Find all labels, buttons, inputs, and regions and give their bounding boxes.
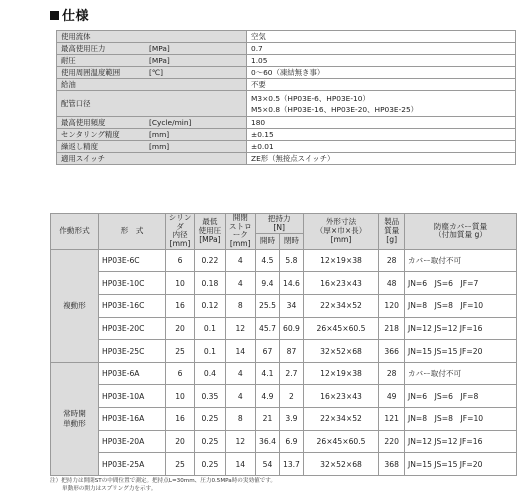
footnote-1: 注）把持力は開閉STの中間位置で測定。把持点L=30mm、圧力0.5MPa時の実効値です。 — [50, 478, 277, 484]
cell-mass: 121 — [379, 408, 405, 431]
cell-dims: 16×23×43 — [303, 385, 379, 408]
cell-pressure: 0.25 — [194, 430, 225, 453]
cell-model: HP03E-20C — [98, 317, 165, 340]
spec-row — [57, 43, 516, 55]
cell-bore: 16 — [166, 408, 195, 431]
header-dims: 外形寸法 （厚×巾×長） [mm] — [303, 214, 379, 250]
spec-name: センタリング精度 — [61, 130, 120, 139]
cell-pressure: 0.4 — [194, 362, 225, 385]
cell-force-close: 2.7 — [280, 362, 303, 385]
spec-unit: [mm] — [149, 130, 170, 139]
spec-value-line: ZE形（無接点スイッチ） — [251, 154, 335, 163]
cell-stroke: 4 — [225, 362, 255, 385]
cell-dims: 12×19×38 — [303, 249, 379, 272]
cell-dims: 12×19×38 — [303, 362, 379, 385]
table-row — [51, 272, 517, 295]
header-model: 形 式 — [98, 214, 165, 250]
cell-force-open: 67 — [255, 340, 280, 363]
header-force: 把持力 [N] — [255, 214, 303, 234]
spec-name: 最高使用頻度 — [61, 118, 106, 127]
cell-cover: JN=15 JS=15 JF=20 — [404, 340, 516, 363]
header-cover: 防塵カバー質量 （付加質量 g） — [404, 214, 516, 250]
spec-value — [247, 117, 516, 129]
spec-value — [247, 141, 516, 153]
operation-type: 常時開 単動形 — [51, 362, 99, 475]
cell-dims: 26×45×60.5 — [303, 430, 379, 453]
table-row — [51, 317, 517, 340]
spec-value — [247, 91, 516, 117]
spec-row — [57, 55, 516, 67]
cell-pressure: 0.35 — [194, 385, 225, 408]
cell-stroke: 14 — [225, 453, 255, 476]
spec-unit: [MPa] — [149, 56, 170, 65]
cell-force-close: 3.9 — [280, 408, 303, 431]
spec-name: 使用流体 — [61, 32, 91, 41]
header-force-close: 閉時 — [280, 234, 303, 249]
spec-unit: [mm] — [149, 142, 170, 151]
spec-value — [247, 129, 516, 141]
spec-value — [247, 79, 516, 91]
spec-value-line: 180 — [251, 118, 266, 127]
model-table — [50, 213, 517, 476]
cell-dims: 22×34×52 — [303, 295, 379, 318]
table-row — [51, 430, 517, 453]
table-row — [51, 408, 517, 431]
spec-label — [57, 55, 247, 67]
spec-value — [247, 55, 516, 67]
cell-bore: 10 — [166, 272, 195, 295]
spec-label — [57, 67, 247, 79]
cell-bore: 16 — [166, 295, 195, 318]
cell-cover: JN=8 JS=8 JF=10 — [404, 295, 516, 318]
cell-force-open: 4.9 — [255, 385, 280, 408]
spec-row — [57, 67, 516, 79]
cell-stroke: 12 — [225, 317, 255, 340]
header-stroke: 開閉 ストローク [mm] — [225, 214, 255, 250]
spec-value-line: M3×0.5（HP03E-6、HP03E-10） — [251, 93, 370, 103]
cell-bore: 20 — [166, 430, 195, 453]
spec-label — [57, 129, 247, 141]
cell-force-open: 9.4 — [255, 272, 280, 295]
spec-label — [57, 43, 247, 55]
cell-bore: 6 — [166, 249, 195, 272]
cell-dims: 26×45×60.5 — [303, 317, 379, 340]
square-bullet-icon — [50, 11, 59, 20]
cell-bore: 25 — [166, 340, 195, 363]
cell-dims: 32×52×68 — [303, 340, 379, 363]
cell-force-close: 87 — [280, 340, 303, 363]
cell-model: HP03E-25C — [98, 340, 165, 363]
spec-label — [57, 153, 247, 165]
cell-force-close: 14.6 — [280, 272, 303, 295]
cell-force-open: 25.5 — [255, 295, 280, 318]
spec-name: 耐圧 — [61, 56, 76, 65]
cell-pressure: 0.18 — [194, 272, 225, 295]
spec-row — [57, 91, 516, 117]
cell-model: HP03E-16A — [98, 408, 165, 431]
header-force-open: 開時 — [255, 234, 280, 249]
cell-dims: 32×52×68 — [303, 453, 379, 476]
cell-cover: JN=12 JS=12 JF=16 — [404, 317, 516, 340]
cell-mass: 49 — [379, 385, 405, 408]
spec-row — [57, 31, 516, 43]
cell-model: HP03E-6C — [98, 249, 165, 272]
cell-stroke: 14 — [225, 340, 255, 363]
spec-name: 給油 — [61, 80, 76, 89]
table-row — [51, 362, 517, 385]
cell-mass: 220 — [379, 430, 405, 453]
table-row — [51, 453, 517, 476]
cell-cover: JN=12 JS=12 JF=16 — [404, 430, 516, 453]
cell-mass: 28 — [379, 249, 405, 272]
spec-value — [247, 43, 516, 55]
cell-cover: JN=6 JS=6 JF=7 — [404, 272, 516, 295]
page-title: 仕様 — [50, 5, 89, 24]
cell-pressure: 0.1 — [194, 340, 225, 363]
spec-value — [247, 31, 516, 43]
cell-pressure: 0.12 — [194, 295, 225, 318]
cell-force-open: 21 — [255, 408, 280, 431]
cell-model: HP03E-6A — [98, 362, 165, 385]
cell-force-open: 45.7 — [255, 317, 280, 340]
spec-label — [57, 91, 247, 117]
cell-cover: カバー取付不可 — [404, 362, 516, 385]
spec-name: 繰返し精度 — [61, 142, 98, 151]
spec-label — [57, 31, 247, 43]
table-row — [51, 295, 517, 318]
spec-unit: [MPa] — [149, 44, 170, 53]
cell-force-open: 4.5 — [255, 249, 280, 272]
spec-row — [57, 153, 516, 165]
cell-force-close: 6.9 — [280, 430, 303, 453]
cell-force-close: 5.8 — [280, 249, 303, 272]
cell-pressure: 0.1 — [194, 317, 225, 340]
spec-row — [57, 141, 516, 153]
cell-bore: 25 — [166, 453, 195, 476]
footnote-2: 単動形の開力はスプリング力を示す。 — [62, 486, 157, 492]
cell-stroke: 8 — [225, 408, 255, 431]
table-row — [51, 385, 517, 408]
cell-cover: JN=8 JS=8 JF=10 — [404, 408, 516, 431]
operation-type: 複動形 — [51, 249, 99, 362]
spec-value — [247, 67, 516, 79]
cell-bore: 6 — [166, 362, 195, 385]
cell-pressure: 0.25 — [194, 408, 225, 431]
cell-cover: JN=15 JS=15 JF=20 — [404, 453, 516, 476]
spec-name: 配管口径 — [61, 99, 91, 108]
spec-row — [57, 129, 516, 141]
spec-value — [247, 153, 516, 165]
spec-value-line: ±0.01 — [251, 142, 274, 151]
spec-row — [57, 117, 516, 129]
spec-row — [57, 79, 516, 91]
cell-model: HP03E-16C — [98, 295, 165, 318]
spec-value-line: 不要 — [251, 80, 266, 89]
header-type: 作動形式 — [51, 214, 99, 250]
cell-stroke: 4 — [225, 249, 255, 272]
cell-dims: 16×23×43 — [303, 272, 379, 295]
cell-model: HP03E-25A — [98, 453, 165, 476]
spec-label — [57, 79, 247, 91]
cell-force-close: 2 — [280, 385, 303, 408]
cell-mass: 28 — [379, 362, 405, 385]
header-bore: シリンダ 内径 [mm] — [166, 214, 195, 250]
spec-name: 最高使用圧力 — [61, 44, 106, 53]
cell-mass: 366 — [379, 340, 405, 363]
cell-mass: 120 — [379, 295, 405, 318]
cell-model: HP03E-10C — [98, 272, 165, 295]
cell-stroke: 4 — [225, 385, 255, 408]
cell-model: HP03E-10A — [98, 385, 165, 408]
spec-value-line: 1.05 — [251, 56, 268, 65]
cell-cover: JN=6 JS=6 JF=8 — [404, 385, 516, 408]
spec-unit: [Cycle/min] — [149, 118, 192, 127]
spec-label — [57, 117, 247, 129]
cell-stroke: 4 — [225, 272, 255, 295]
header-mass: 製品 質量 [g] — [379, 214, 405, 250]
spec-name: 適用スイッチ — [61, 154, 106, 163]
footnotes — [50, 477, 276, 493]
cell-pressure: 0.25 — [194, 453, 225, 476]
spec-unit: [℃] — [149, 68, 164, 77]
cell-mass: 218 — [379, 317, 405, 340]
spec-value-line: M5×0.8（HP03E-16、HP03E-20、HP03E-25） — [251, 104, 419, 114]
spec-value-line: ±0.15 — [251, 130, 274, 139]
cell-bore: 20 — [166, 317, 195, 340]
cell-force-open: 54 — [255, 453, 280, 476]
cell-mass: 368 — [379, 453, 405, 476]
table-row — [51, 249, 517, 272]
spec-value-line: 0～60（凍結無き事） — [251, 68, 325, 77]
cell-model: HP03E-20A — [98, 430, 165, 453]
cell-force-open: 36.4 — [255, 430, 280, 453]
spec-value-line: 0.7 — [251, 44, 263, 53]
cell-force-close: 60.9 — [280, 317, 303, 340]
table-row — [51, 340, 517, 363]
cell-force-close: 34 — [280, 295, 303, 318]
spec-value-line: 空気 — [251, 32, 266, 41]
cell-dims: 22×34×52 — [303, 408, 379, 431]
cell-force-close: 13.7 — [280, 453, 303, 476]
header-pressure: 最低 使用圧 [MPa] — [194, 214, 225, 250]
spec-label — [57, 141, 247, 153]
cell-stroke: 12 — [225, 430, 255, 453]
spec-name: 使用周囲温度範囲 — [61, 68, 121, 77]
cell-pressure: 0.22 — [194, 249, 225, 272]
spec-table — [56, 30, 516, 165]
cell-mass: 48 — [379, 272, 405, 295]
cell-cover: カバー取付不可 — [404, 249, 516, 272]
cell-force-open: 4.1 — [255, 362, 280, 385]
cell-stroke: 8 — [225, 295, 255, 318]
cell-bore: 10 — [166, 385, 195, 408]
